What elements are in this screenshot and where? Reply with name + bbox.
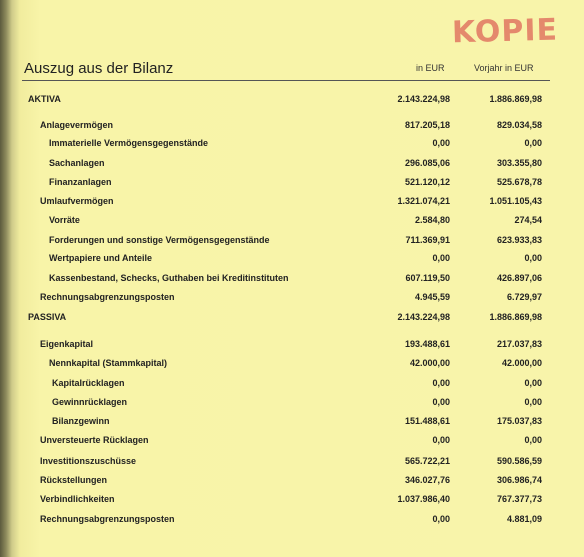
row-label: Vorräte — [49, 215, 80, 225]
row-value-previous: 426.897,06 — [496, 273, 542, 283]
row-value-previous: 1.886.869,98 — [489, 312, 542, 322]
row-label: Gewinnrücklagen — [52, 397, 128, 407]
column-header-previous: Vorjahr in EUR — [474, 63, 534, 73]
row-label: Umlaufvermögen — [40, 196, 114, 206]
row-label: Rückstellungen — [40, 475, 108, 485]
table-row — [0, 456, 584, 468]
row-label: Nennkapital (Stammkapital) — [49, 358, 168, 368]
document-title: Auszug aus der Bilanz — [24, 60, 174, 77]
row-value-current: 1.321.074,21 — [397, 196, 450, 206]
row-value-previous: 0,00 — [524, 253, 542, 263]
table-row — [0, 215, 584, 227]
table-row — [0, 435, 584, 447]
row-value-current: 346.027,76 — [404, 475, 450, 485]
row-label: Verbindlichkeiten — [40, 494, 115, 504]
row-value-current: 607.119,50 — [405, 273, 450, 283]
row-label: PASSIVA — [28, 312, 67, 322]
row-label: Eigenkapital — [40, 339, 94, 349]
table-row — [0, 120, 584, 132]
kopie-stamp: KOPIE — [451, 12, 559, 51]
row-value-current: 2.143.224,98 — [397, 312, 450, 322]
table-row — [0, 273, 584, 285]
row-value-previous: 306.986,74 — [496, 475, 542, 485]
table-row — [0, 358, 584, 370]
table-row — [0, 416, 584, 428]
row-label: Kassenbestand, Schecks, Guthaben bei Kreditinstituten — [49, 273, 289, 283]
row-value-previous: 303.355,80 — [496, 158, 542, 168]
row-value-current: 4.945,59 — [414, 292, 450, 302]
row-label: Rechnungsabgrenzungsposten — [40, 514, 175, 524]
row-value-previous: 42.000,00 — [501, 358, 542, 368]
row-label: Bilanzgewinn — [52, 416, 110, 426]
row-value-current: 817.205,18 — [404, 120, 450, 130]
row-label: Investitionszuschüsse — [40, 456, 137, 466]
row-value-previous: 590.586,59 — [496, 456, 542, 466]
column-header-current: in EUR — [416, 63, 445, 73]
row-value-current: 42.000,00 — [409, 358, 450, 368]
row-value-current: 2.584,80 — [414, 215, 450, 225]
table-row — [0, 292, 584, 304]
row-label: Immaterielle Vermögensgegenstände — [49, 138, 209, 148]
row-value-current: 711.369,91 — [405, 235, 450, 245]
row-value-previous: 274,54 — [514, 215, 542, 225]
row-value-previous: 623.933,83 — [496, 235, 542, 245]
row-value-current: 565.722,21 — [404, 456, 450, 466]
row-value-previous: 767.377,73 — [496, 494, 542, 504]
row-value-current: 0,00 — [432, 514, 450, 524]
row-value-current: 0,00 — [432, 253, 450, 263]
table-row — [0, 235, 584, 247]
row-value-current: 151.488,61 — [404, 416, 450, 426]
row-value-current: 0,00 — [432, 435, 450, 445]
table-row — [0, 138, 584, 150]
row-label: Wertpapiere und Anteile — [49, 253, 153, 263]
row-value-previous: 829.034,58 — [496, 120, 542, 130]
table-row — [0, 378, 584, 390]
row-value-current: 193.488,61 — [404, 339, 450, 349]
table-row — [0, 494, 584, 506]
row-value-current: 521.120,12 — [404, 177, 450, 187]
row-value-previous: 0,00 — [524, 435, 542, 445]
row-value-previous: 0,00 — [524, 378, 542, 388]
table-row — [0, 253, 584, 265]
row-value-previous: 1.051.105,43 — [489, 196, 542, 206]
row-label: Unversteuerte Rücklagen — [40, 435, 149, 445]
table-row — [0, 397, 584, 409]
row-value-current: 0,00 — [432, 397, 450, 407]
table-row — [0, 339, 584, 351]
row-value-previous: 0,00 — [524, 397, 542, 407]
table-row — [0, 196, 584, 208]
row-label: AKTIVA — [28, 94, 61, 104]
row-label: Sachanlagen — [49, 158, 105, 168]
row-label: Anlagevermögen — [40, 120, 114, 130]
table-row — [0, 514, 584, 526]
row-value-current: 0,00 — [432, 378, 450, 388]
row-value-current: 0,00 — [432, 138, 450, 148]
row-label: Finanzanlagen — [49, 177, 112, 187]
row-value-current: 1.037.986,40 — [397, 494, 450, 504]
table-row — [0, 312, 584, 324]
row-value-previous: 0,00 — [524, 138, 542, 148]
table-row — [0, 94, 584, 106]
row-value-previous: 217.037,83 — [496, 339, 542, 349]
table-row — [0, 158, 584, 170]
header-rule — [22, 80, 550, 81]
row-value-previous: 1.886.869,98 — [489, 94, 542, 104]
row-label: Rechnungsabgrenzungsposten — [40, 292, 175, 302]
row-value-previous: 525.678,78 — [496, 177, 542, 187]
row-label: Kapitalrücklagen — [52, 378, 125, 388]
row-value-current: 2.143.224,98 — [397, 94, 450, 104]
table-row — [0, 475, 584, 487]
row-value-current: 296.085,06 — [404, 158, 450, 168]
table-row — [0, 177, 584, 189]
row-value-previous: 175.037,83 — [496, 416, 542, 426]
row-value-previous: 4.881,09 — [506, 514, 542, 524]
row-value-previous: 6.729,97 — [506, 292, 542, 302]
row-label: Forderungen und sonstige Vermögensgegenstände — [49, 235, 270, 245]
